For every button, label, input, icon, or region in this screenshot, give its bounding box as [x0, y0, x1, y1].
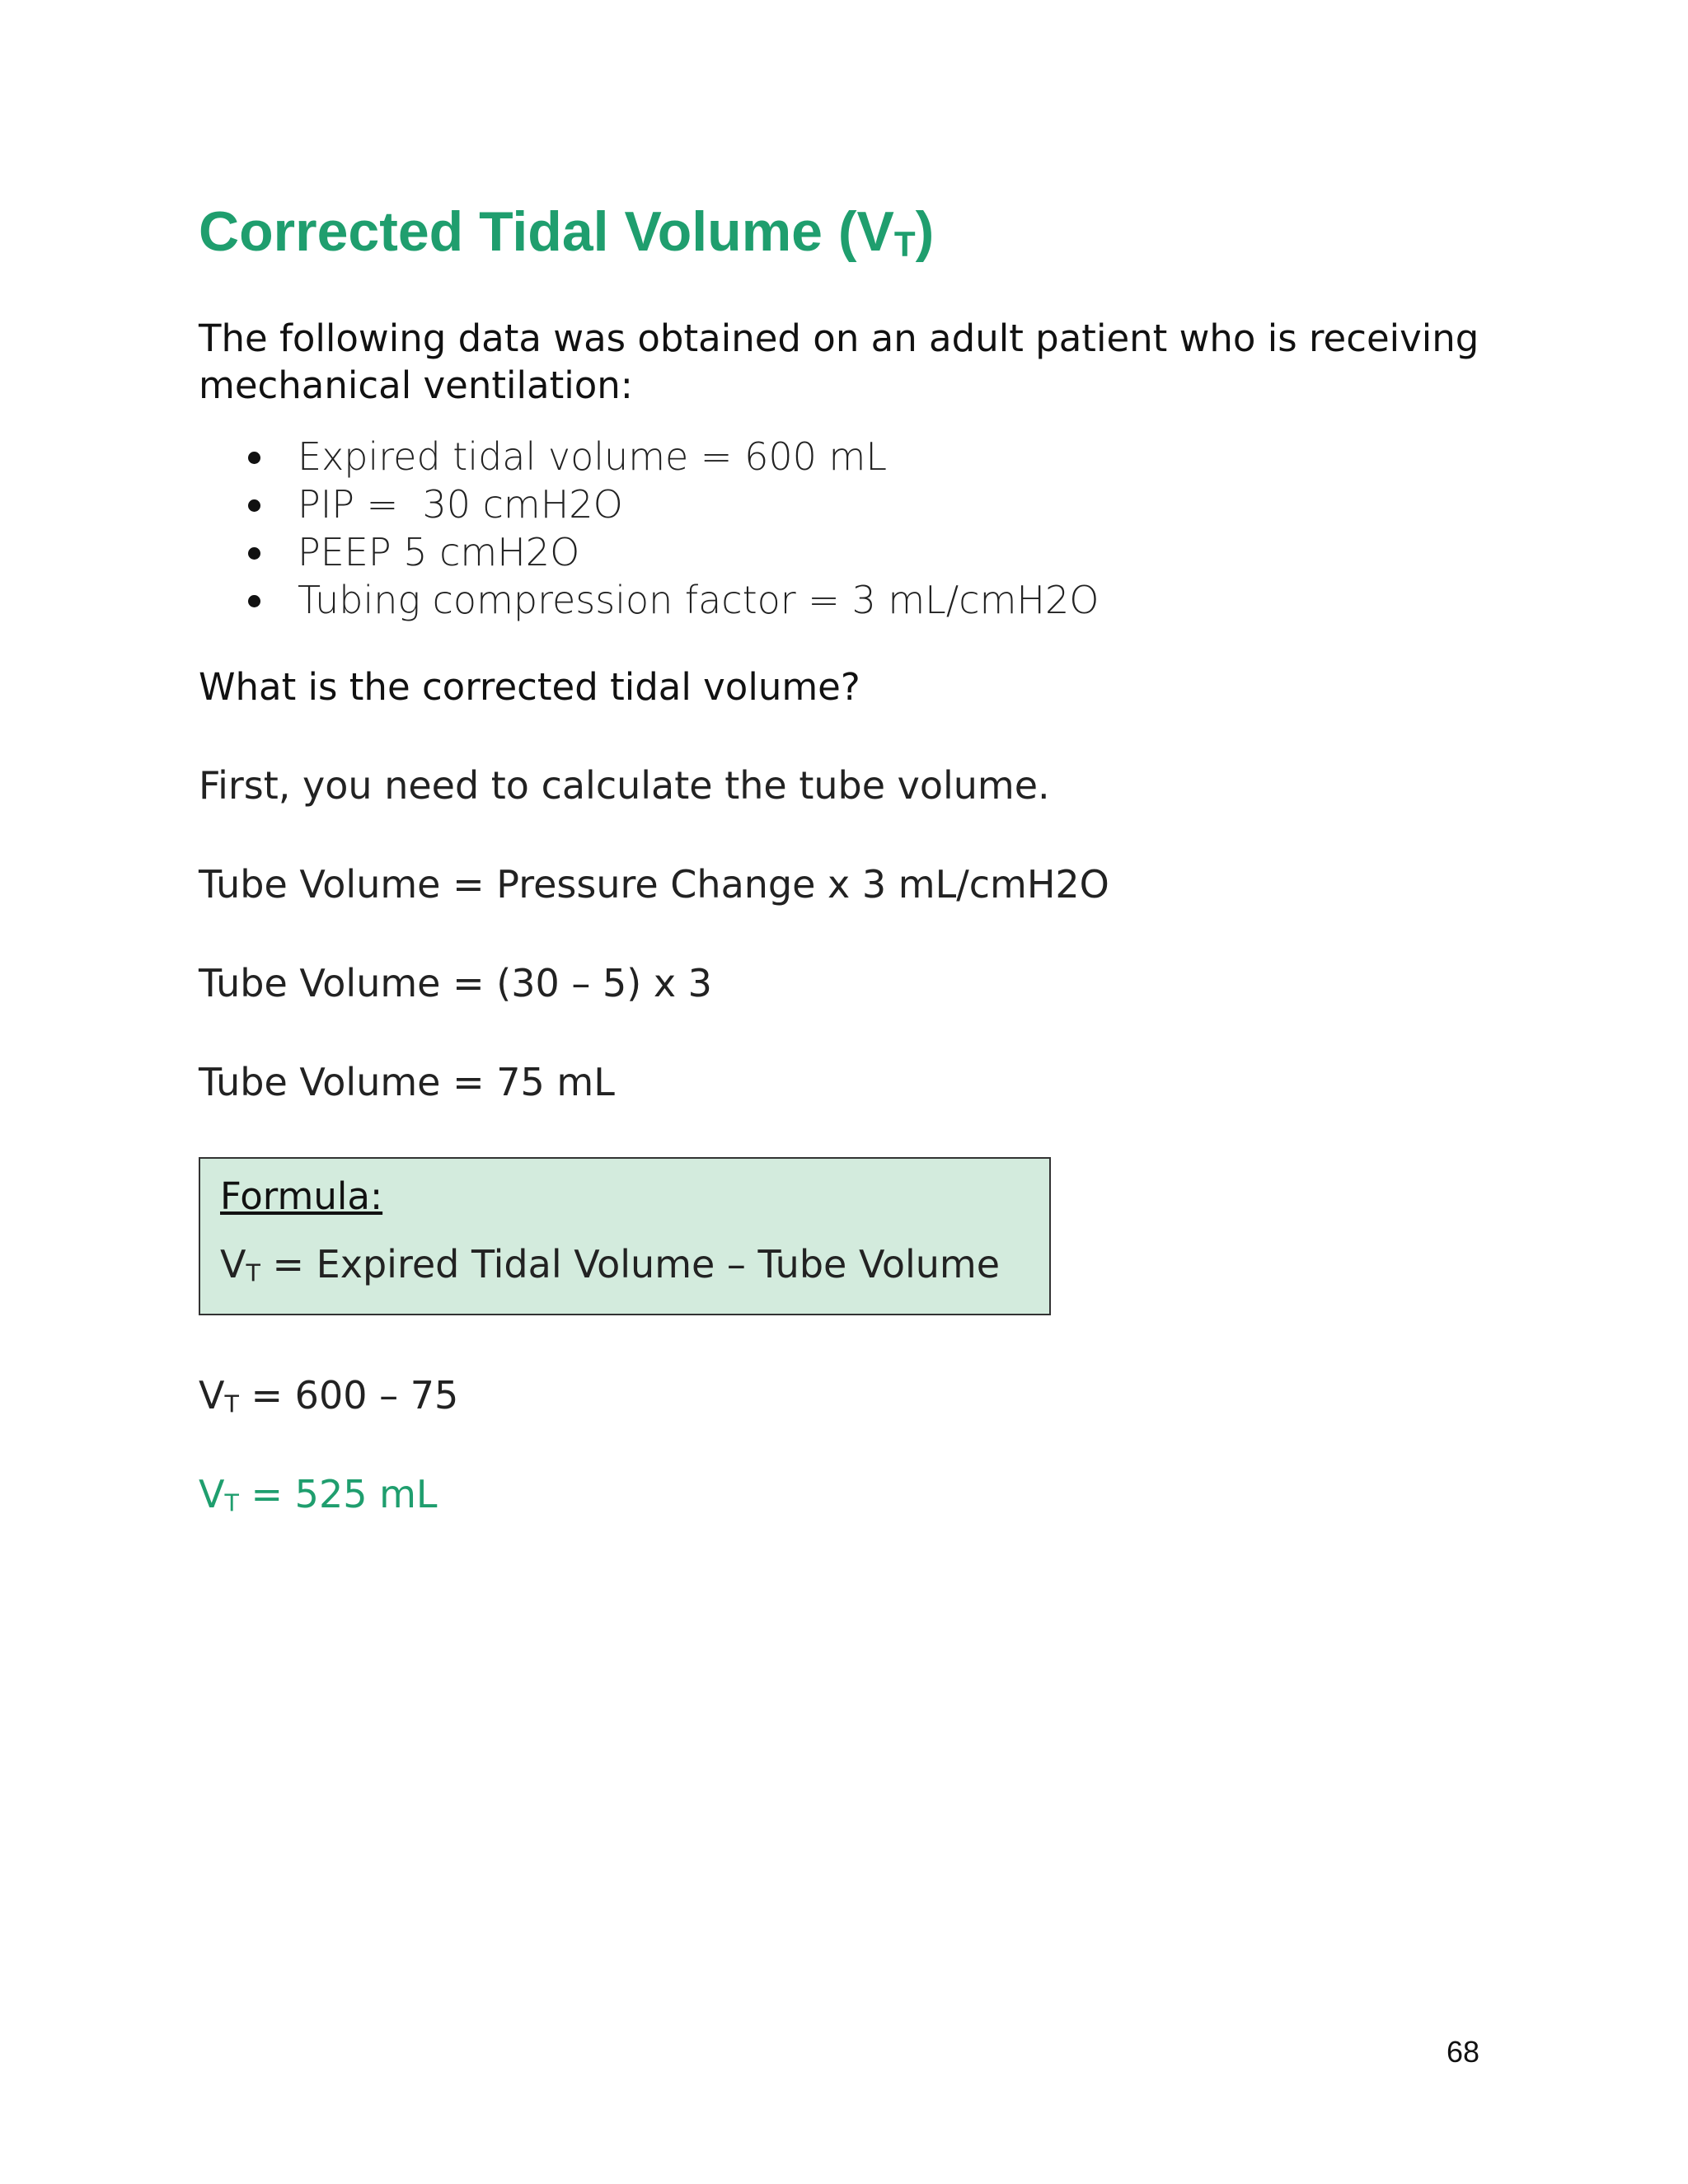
answer-text: [199, 1470, 438, 1518]
list-item-text: Expired tidal volume = 600 mL: [298, 434, 887, 479]
formula-box: [199, 1157, 1051, 1315]
list-item-text: Tubing compression factor = 3 mL/cmH2O: [298, 578, 1100, 622]
step-text: Tube Volume = (30 – 5) x 3: [199, 961, 712, 1005]
page-number: 68: [1447, 2035, 1480, 2069]
intro-text: The following data was obtained on an adult patient who is receiving mechanical ventilation:: [199, 316, 1479, 407]
step-text: First, you need to calculate the tube volume.: [199, 763, 1050, 808]
formula-label: Formula:: [220, 1174, 383, 1218]
list-item: [199, 576, 1099, 624]
answer-subscript: T: [224, 1489, 239, 1517]
step-text: Tube Volume = Pressure Change x 3 mL/cmH2O: [199, 862, 1109, 907]
title-subscript: T: [893, 224, 916, 264]
list-item: [199, 480, 1099, 528]
calculation-subscript: T: [224, 1390, 239, 1418]
list-item: [199, 433, 1099, 480]
title-text: Corrected Tidal Volume (V: [199, 200, 894, 263]
formula-text: [220, 1241, 1000, 1287]
formula-v: V: [220, 1242, 246, 1286]
answer-v: V: [199, 1472, 225, 1516]
answer-rest: = 525 mL: [238, 1472, 438, 1516]
bullet-icon: [248, 452, 260, 464]
calculation-text: [199, 1371, 458, 1419]
question-text: What is the corrected tidal volume?: [199, 665, 860, 709]
title-close: ): [915, 200, 935, 263]
formula-subscript: T: [246, 1259, 260, 1287]
data-list: [199, 433, 1099, 624]
page-title: [199, 194, 934, 269]
bullet-icon: [248, 595, 260, 607]
list-item: [199, 528, 1099, 576]
step-text: Tube Volume = 75 mL: [199, 1060, 615, 1104]
formula-rest: = Expired Tidal Volume – Tube Volume: [260, 1242, 1001, 1286]
calculation-rest: = 600 – 75: [238, 1373, 459, 1418]
calculation-v: V: [199, 1373, 225, 1418]
bullet-icon: [248, 547, 260, 560]
list-item-text: PIP = 30 cmH2O: [298, 482, 623, 527]
list-item-text: PEEP 5 cmH2O: [298, 530, 580, 574]
bullet-icon: [248, 499, 260, 512]
